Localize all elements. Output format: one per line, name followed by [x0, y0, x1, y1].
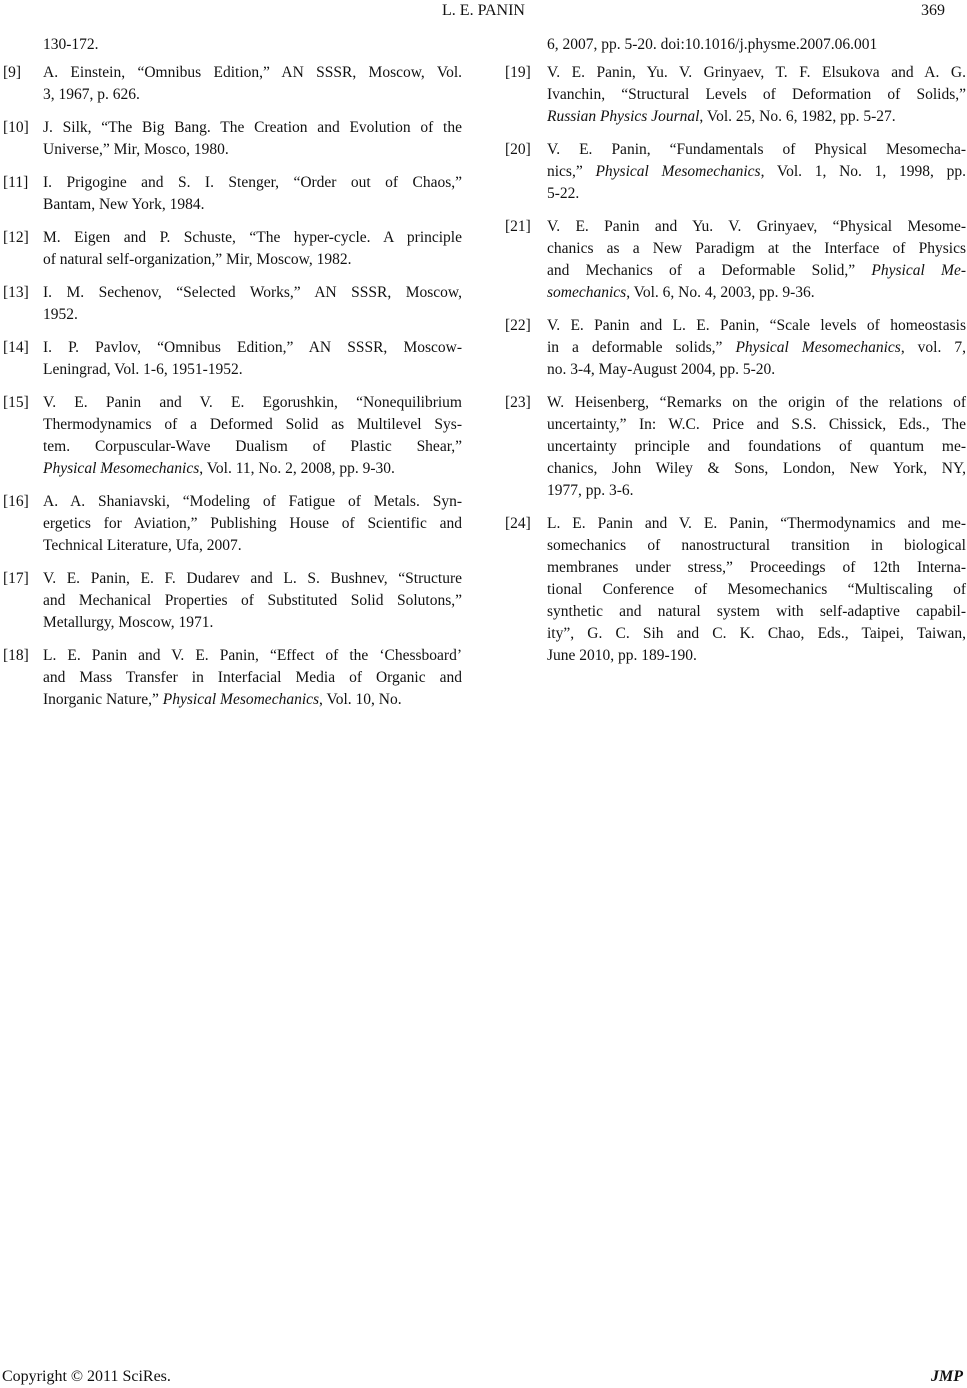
reference-text-segment: nics,”	[547, 163, 596, 180]
reference-item	[3, 645, 462, 711]
reference-text-segment: in a deformable solids,”	[547, 339, 736, 356]
reference-line: V. E. Panin and V. E. Egorushkin, “Nonequilibrium	[43, 394, 462, 411]
reference-line	[547, 282, 966, 304]
reference-number: [22]	[505, 317, 531, 334]
reference-line	[547, 260, 966, 282]
reference-line: V. E. Panin, Yu. V. Grinyaev, T. F. Elsukova and A. G.	[547, 64, 966, 81]
journal-title: Physical Mesomechanics	[43, 460, 200, 477]
reference-text	[43, 645, 462, 711]
reference-number: [19]	[505, 64, 531, 81]
reference-item	[505, 392, 966, 502]
reference-item	[3, 172, 462, 216]
reference-number: [17]	[3, 570, 29, 587]
reference-text	[43, 568, 462, 634]
reference-text-segment: , Vol. 11, No. 2, 2008, pp. 9-30.	[199, 460, 395, 477]
reference-item	[3, 392, 462, 480]
page-number: 369	[921, 2, 945, 19]
reference-continuation: 130-172.	[43, 36, 99, 53]
reference-item	[3, 568, 462, 634]
reference-line: uncertainty principle and foundations of quantum me-	[547, 438, 966, 455]
reference-text-segment: , vol. 7,	[900, 339, 966, 356]
reference-text	[547, 139, 966, 205]
footer-journal: JMP	[931, 1368, 963, 1385]
reference-item	[505, 513, 966, 667]
reference-text	[43, 337, 462, 381]
reference-line: Thermodynamics of a Deformed Solid as Multilevel Sys-	[43, 416, 462, 433]
reference-line: Ivanchin, “Structural Levels of Deformation of Solids,”	[547, 86, 966, 103]
journal-title: Physical Mesomechanics	[162, 691, 320, 708]
reference-line: 5-22.	[547, 185, 580, 202]
reference-item	[505, 62, 966, 128]
references-left-column	[3, 34, 462, 711]
reference-line: L. E. Panin and V. E. Panin, “Effect of the ‘Chessboard’	[43, 647, 462, 664]
reference-item	[505, 216, 966, 304]
reference-line: synthetic and natural system with self-adaptive capabil-	[547, 603, 966, 620]
reference-text	[43, 172, 462, 216]
reference-text	[43, 392, 462, 480]
reference-text	[43, 62, 462, 106]
reference-line	[547, 161, 966, 183]
reference-line: 1952.	[43, 306, 78, 323]
reference-number: [15]	[3, 394, 29, 411]
reference-number: [16]	[3, 493, 29, 510]
reference-number: [18]	[3, 647, 29, 664]
reference-line	[43, 458, 462, 480]
reference-line: I. P. Pavlov, “Omnibus Edition,” AN SSSR, Moscow-	[43, 339, 462, 356]
reference-item	[3, 282, 462, 326]
reference-line: tional Conference of Mesomechanics “Multiscaling of	[547, 581, 966, 598]
reference-text	[547, 392, 966, 502]
reference-line: Universe,” Mir, Mosco, 1980.	[43, 141, 229, 158]
reference-text-segment: , Vol. 1, No. 1, 1998, pp.	[760, 163, 966, 180]
running-header-author: L. E. PANIN	[442, 2, 525, 19]
reference-number: [12]	[3, 229, 29, 246]
reference-number: [13]	[3, 284, 29, 301]
reference-text	[547, 513, 966, 667]
reference-number: [14]	[3, 339, 29, 356]
reference-item	[3, 337, 462, 381]
reference-text-segment: , Vol. 25, No. 6, 1982, pp. 5-27.	[699, 108, 896, 125]
reference-line: chanics as a New Paradigm at the Interface of Physics	[547, 240, 966, 257]
reference-line: A. A. Shaniavski, “Modeling of Fatigue of Metals. Syn-	[43, 493, 462, 510]
reference-item	[505, 139, 966, 205]
reference-text-segment: and Mechanics of a Deformable Solid,”	[547, 262, 872, 279]
reference-line: and Mass Transfer in Interfacial Media of Organic and	[43, 669, 462, 686]
reference-line: J. Silk, “The Big Bang. The Creation and Evolution of the	[43, 119, 462, 136]
reference-line: no. 3-4, May-August 2004, pp. 5-20.	[547, 361, 776, 378]
reference-line: uncertainty,” In: W.C. Price and S.S. Chissick, Eds., The	[547, 416, 966, 433]
reference-line: V. E. Panin and Yu. V. Grinyaev, “Physical Mesome-	[547, 218, 966, 235]
reference-line: V. E. Panin and L. E. Panin, “Scale levels of homeostasis	[547, 317, 966, 334]
reference-number: [20]	[505, 141, 531, 158]
reference-line: June 2010, pp. 189-190.	[547, 647, 697, 664]
reference-line: Technical Literature, Ufa, 2007.	[43, 537, 242, 554]
reference-number: [10]	[3, 119, 29, 136]
reference-line: of natural self-organization,” Mir, Moscow, 1982.	[43, 251, 352, 268]
reference-line: L. E. Panin and V. E. Panin, “Thermodynamics and me-	[547, 515, 966, 532]
reference-line	[43, 689, 462, 711]
reference-line: and Mechanical Properties of Substituted Solid Solutons,”	[43, 592, 462, 609]
reference-line: W. Heisenberg, “Remarks on the origin of the relations of	[547, 394, 966, 411]
reference-text	[43, 117, 462, 161]
references-right-column	[505, 34, 966, 667]
journal-title: somechanics	[547, 284, 627, 301]
reference-number: [23]	[505, 394, 531, 411]
reference-line: 3, 1967, p. 626.	[43, 86, 140, 103]
reference-line: membranes under stress,” Proceedings of 12th Interna-	[547, 559, 966, 576]
reference-text-segment: Inorganic Nature,”	[43, 691, 163, 708]
footer-copyright: Copyright © 2011 SciRes.	[2, 1368, 171, 1385]
reference-line: Bantam, New York, 1984.	[43, 196, 205, 213]
reference-line: ity”, G. C. Sih and C. K. Chao, Eds., Taipei, Taiwan,	[547, 625, 966, 642]
reference-line: ergetics for Aviation,” Publishing House of Scientific and	[43, 515, 462, 532]
reference-text	[43, 282, 462, 326]
journal-title: Physical Mesomechanics	[595, 163, 761, 180]
reference-item	[3, 491, 462, 557]
reference-text	[43, 491, 462, 557]
reference-line: somechanics of nanostructural transition in biological	[547, 537, 966, 554]
reference-text	[547, 62, 966, 128]
reference-line: M. Eigen and P. Schuste, “The hyper-cycle. A principle	[43, 229, 462, 246]
reference-line: V. E. Panin, E. F. Dudarev and L. S. Bushnev, “Structure	[43, 570, 462, 587]
reference-item	[3, 62, 462, 106]
reference-number: [9]	[3, 64, 22, 81]
reference-text	[43, 227, 462, 271]
reference-line: chanics, John Wiley & Sons, London, New York, NY,	[547, 460, 966, 477]
reference-line: V. E. Panin, “Fundamentals of Physical Mesomecha-	[547, 141, 966, 158]
reference-line: tem. Corpuscular-Wave Dualism of Plastic Shear,”	[43, 438, 462, 455]
journal-title: Physical Me-	[871, 262, 966, 279]
reference-line: A. Einstein, “Omnibus Edition,” AN SSSR, Moscow, Vol.	[43, 64, 462, 81]
reference-text-segment: , Vol. 6, No. 4, 2003, pp. 9-36.	[626, 284, 815, 301]
reference-line: Leningrad, Vol. 1-6, 1951-1952.	[43, 361, 243, 378]
reference-line	[547, 337, 966, 359]
journal-title: Physical Mesomechanics	[735, 339, 901, 356]
reference-item	[3, 227, 462, 271]
reference-number: [21]	[505, 218, 531, 235]
journal-title: Russian Physics Journal	[547, 108, 700, 125]
reference-text	[547, 315, 966, 381]
reference-number: [11]	[3, 174, 29, 191]
reference-line: I. Prigogine and S. I. Stenger, “Order out of Chaos,”	[43, 174, 462, 191]
reference-continuation: 6, 2007, pp. 5-20. doi:10.1016/j.physme.2007.06.001	[547, 36, 878, 53]
reference-line	[547, 106, 966, 128]
reference-text	[547, 216, 966, 304]
reference-line: 1977, pp. 3-6.	[547, 482, 634, 499]
reference-item	[3, 117, 462, 161]
reference-item	[505, 315, 966, 381]
reference-text-segment: , Vol. 10, No.	[319, 691, 402, 708]
reference-line: Metallurgy, Moscow, 1971.	[43, 614, 214, 631]
reference-number: [24]	[505, 515, 531, 532]
reference-line: I. M. Sechenov, “Selected Works,” AN SSSR, Moscow,	[43, 284, 462, 301]
